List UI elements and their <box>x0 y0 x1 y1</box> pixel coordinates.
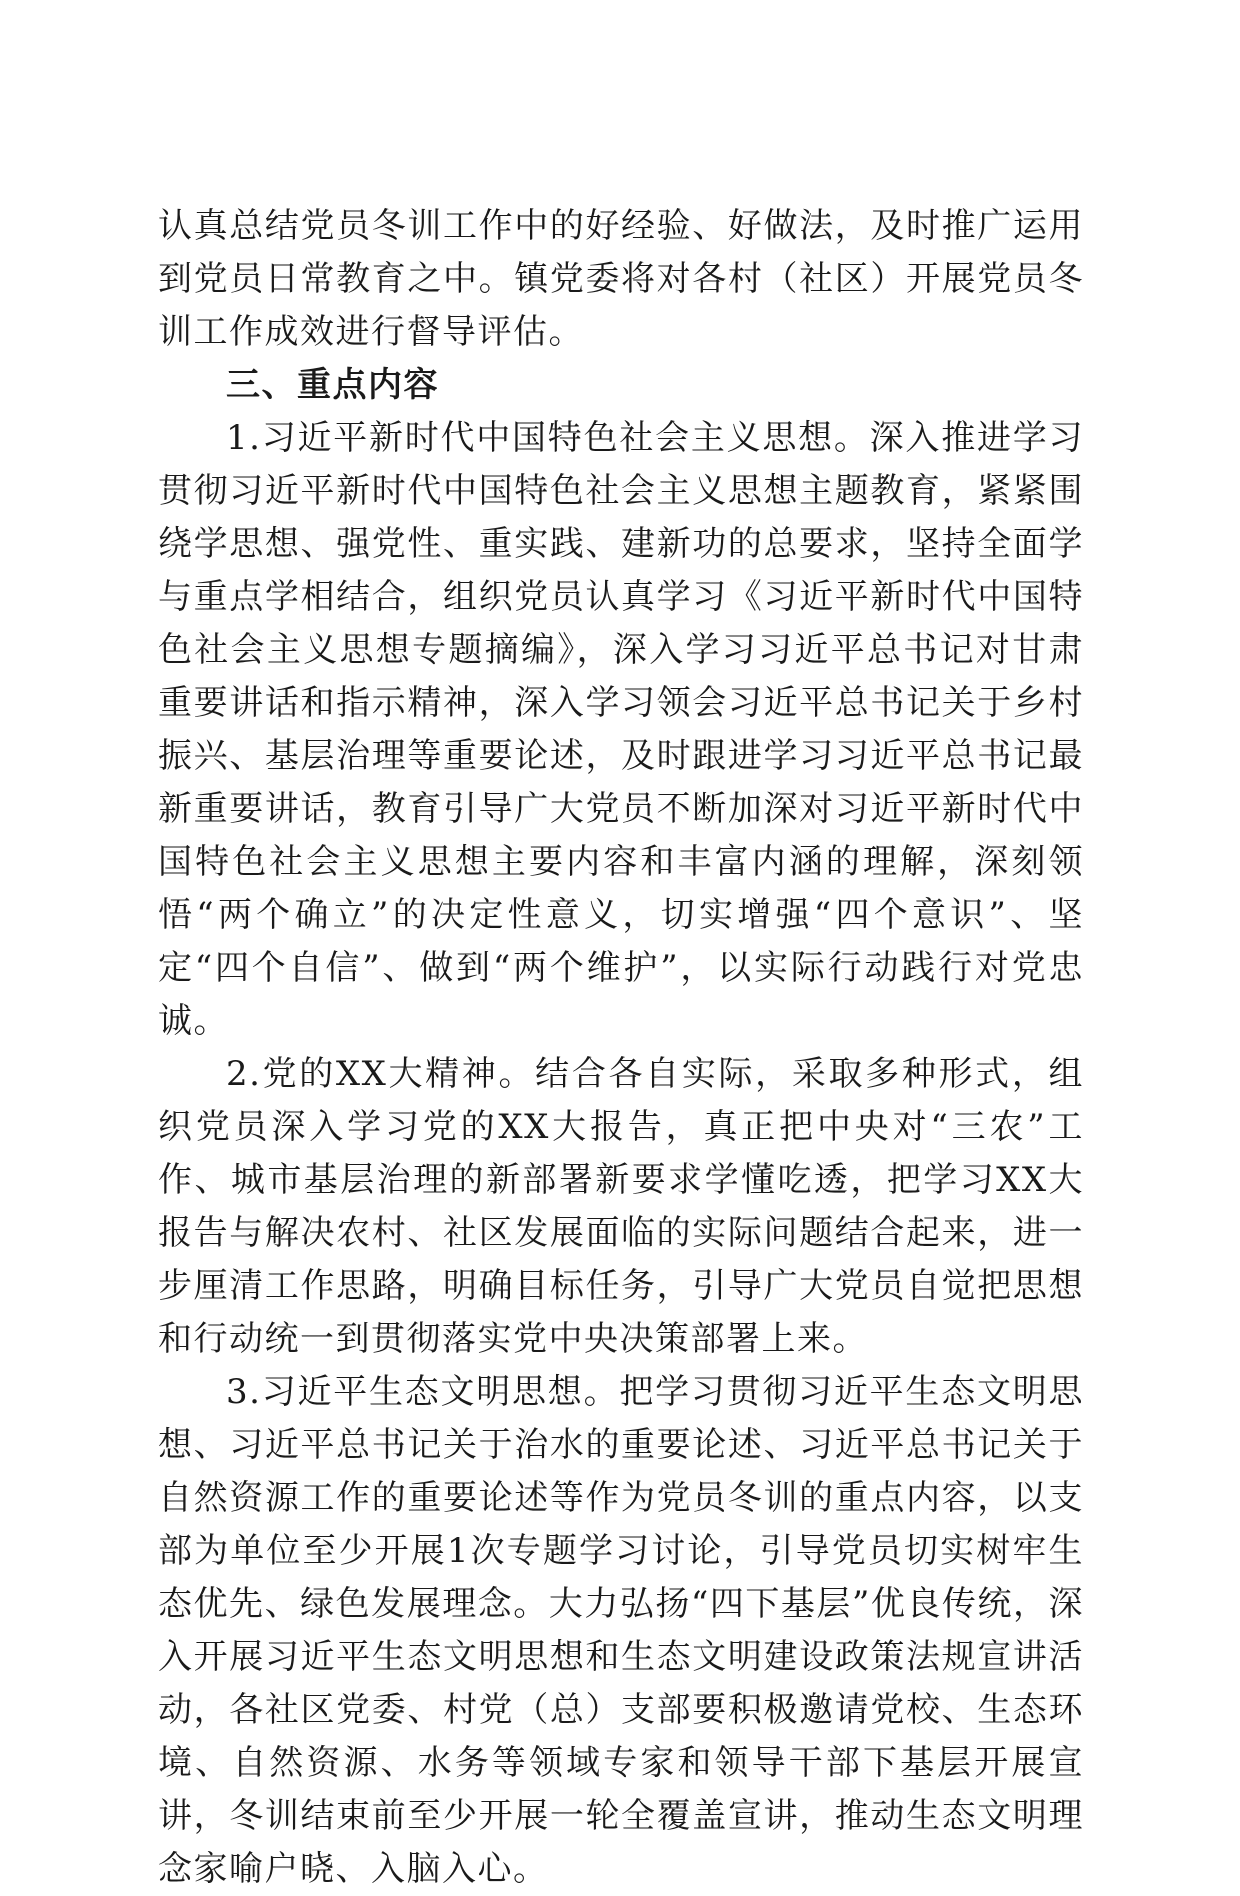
paragraph-item-3: 3.习近平生态文明思想。把学习贯彻习近平生态文明思想、习近平总书记关于治水的重要论述、习近平总书记关于自然资源工作的重要论述等作为党员冬训的重点内容，以支部为单位至少开展1次专题学习讨论，引导党员切实树牢生态优先、绿色发展理念。大力弘扬“四下基层”优良传统，深入开展习近平生态文明思想和生态文明建设政策法规宣讲活动，各社区党委、村党（总）支部要积极邀请党校、生态环境、自然资源、水务等领域专家和领导干部下基层开展宣讲，冬训结束前至少开展一轮全覆盖宣讲，推动生态文明理念家喻户晓、入脑入心。 <box>158 1372 1084 1889</box>
document-body <box>158 200 1084 1896</box>
section-heading: 三、重点内容 <box>226 365 439 405</box>
paragraph-item-2: 2.党的XX大精神。结合各自实际，采取多种形式，组织党员深入学习党的XX大报告，真正把中央对“三农”工作、城市基层治理的新部署新要求学懂吃透，把学习XX大报告与解决农村、社区发展面临的实际问题结合起来，进一步厘清工作思路，明确目标任务，引导广大党员自觉把思想和行动统一到贯彻落实党中央决策部署上来。 <box>158 1054 1084 1359</box>
paragraph-continuation: 认真总结党员冬训工作中的好经验、好做法，及时推广运用到党员日常教育之中。镇党委将对各村（社区）开展党员冬训工作成效进行督导评估。 <box>158 206 1084 352</box>
paragraph-item-1: 1.习近平新时代中国特色社会主义思想。深入推进学习贯彻习近平新时代中国特色社会主义思想主题教育，紧紧围绕学思想、强党性、重实践、建新功的总要求，坚持全面学与重点学相结合，组织党员认真学习《习近平新时代中国特色社会主义思想专题摘编》，深入学习习近平总书记对甘肃重要讲话和指示精神，深入学习领会习近平总书记关于乡村振兴、基层治理等重要论述，及时跟进学习习近平总书记最新重要讲话，教育引导广大党员不断加深对习近平新时代中国特色社会主义思想主要内容和丰富内涵的理解，深刻领悟“两个确立”的决定性意义，切实增强“四个意识”、坚定“四个自信”、做到“两个维护”，以实际行动践行对党忠诚。 <box>158 418 1084 1041</box>
